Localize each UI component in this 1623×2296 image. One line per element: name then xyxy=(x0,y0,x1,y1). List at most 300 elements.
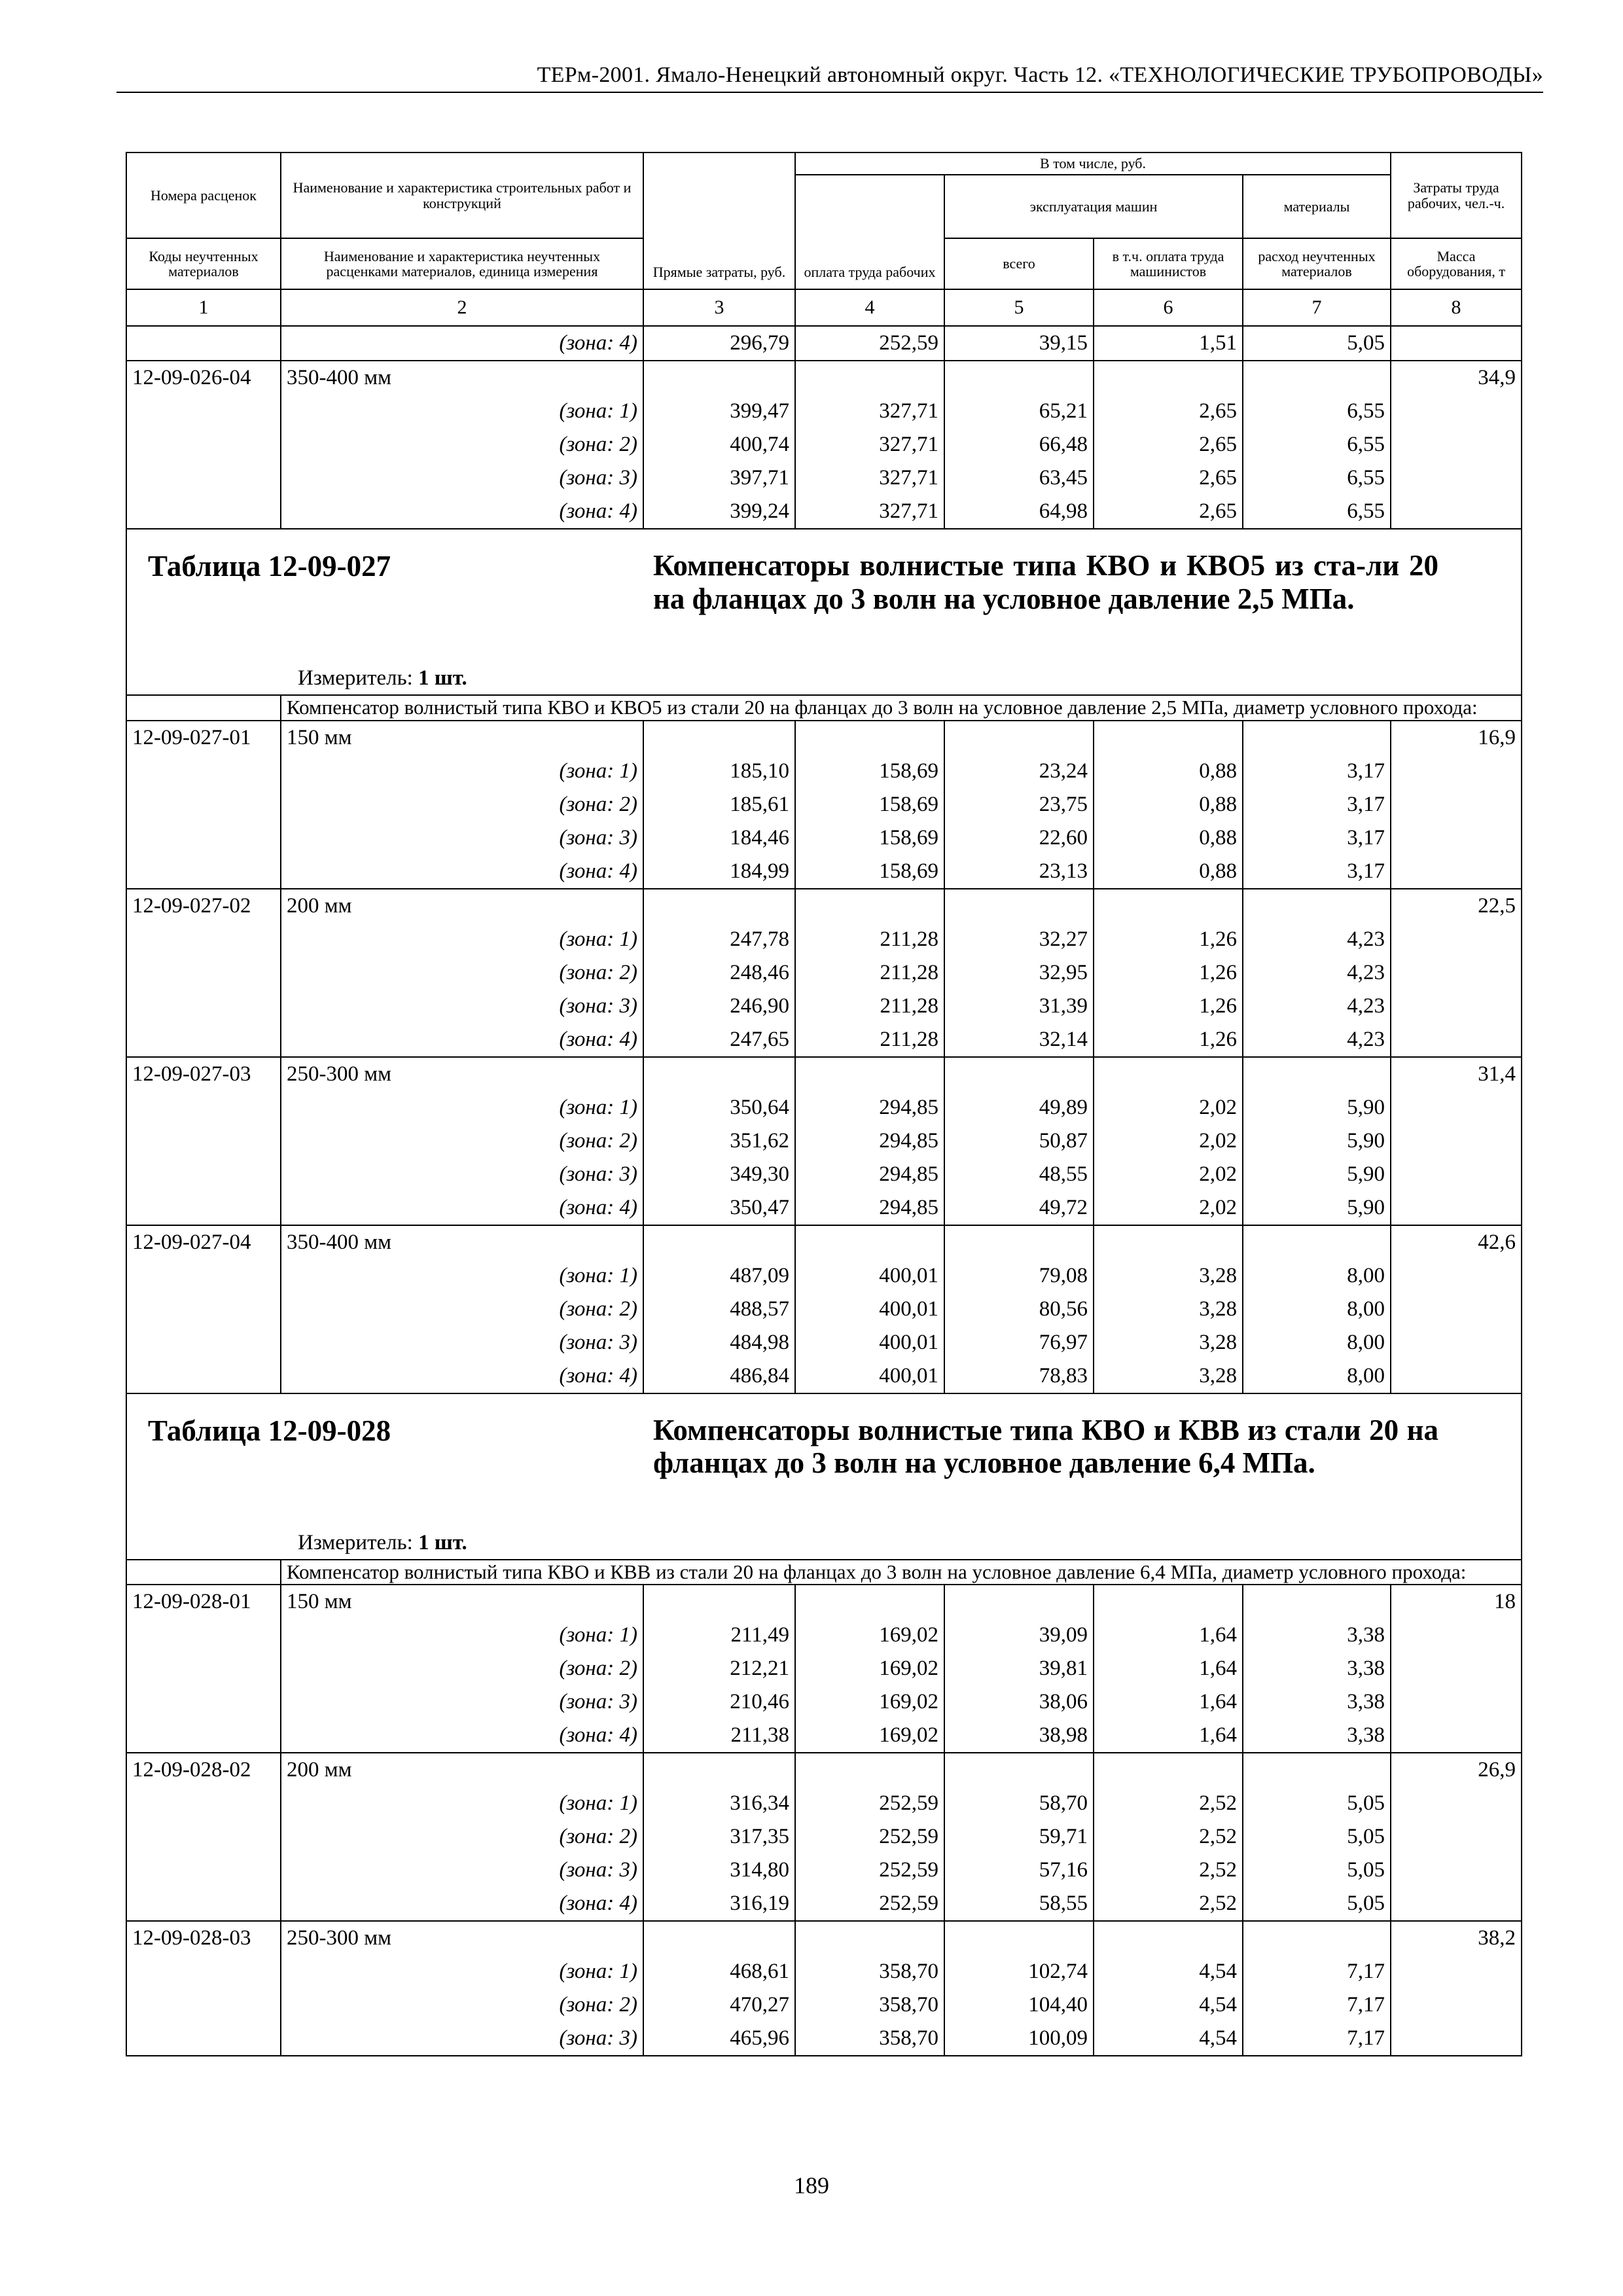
table-title: Компенсаторы волнистые типа КВО и КВВ из стали 20 на фланцах до 3 волн на условное давление 6,4 МПа. xyxy=(653,1413,1438,1480)
empty-cell xyxy=(1391,1191,1522,1225)
operator-pay: 1,64 xyxy=(1094,1619,1243,1652)
direct-costs: 212,21 xyxy=(643,1652,795,1685)
materials: 8,00 xyxy=(1243,1359,1391,1393)
empty-cell xyxy=(1391,495,1522,529)
empty-cell xyxy=(126,956,281,990)
rate-row xyxy=(126,1921,1522,1955)
empty-cell xyxy=(126,1820,281,1854)
materials: 5,90 xyxy=(1243,1158,1391,1191)
empty-cell xyxy=(126,1652,281,1685)
materials: 8,00 xyxy=(1243,1293,1391,1326)
zone-row xyxy=(126,461,1522,495)
empty-cell xyxy=(944,721,1094,755)
table-number: Таблица 12-09-027 xyxy=(148,550,391,583)
empty-cell xyxy=(126,1887,281,1921)
operator-pay: 3,28 xyxy=(1094,1259,1243,1293)
column-number: 1 xyxy=(126,289,281,326)
zone-row xyxy=(126,1293,1522,1326)
empty-cell xyxy=(126,855,281,889)
empty-cell xyxy=(126,821,281,855)
machine-total: 58,70 xyxy=(944,1787,1094,1820)
rate-row xyxy=(126,1753,1522,1787)
machine-total: 63,45 xyxy=(944,461,1094,495)
materials: 6,55 xyxy=(1243,395,1391,428)
group-description: Компенсатор волнистый типа КВО и КВО5 из стали 20 на фланцах до 3 волн на условное давление 2,5 МПа, диаметр условного прохода: xyxy=(281,695,1522,721)
worker-pay: 294,85 xyxy=(795,1124,944,1158)
materials: 4,23 xyxy=(1243,956,1391,990)
worker-pay: 211,28 xyxy=(795,923,944,956)
operator-pay: 2,52 xyxy=(1094,1887,1243,1921)
machine-total: 59,71 xyxy=(944,1820,1094,1854)
machine-total: 38,98 xyxy=(944,1719,1094,1753)
direct-costs: 211,38 xyxy=(643,1719,795,1753)
operator-pay: 2,65 xyxy=(1094,395,1243,428)
operator-pay: 1,64 xyxy=(1094,1719,1243,1753)
worker-pay: 400,01 xyxy=(795,1326,944,1359)
machine-total: 65,21 xyxy=(944,395,1094,428)
empty-cell xyxy=(1391,1293,1522,1326)
empty-cell xyxy=(1391,395,1522,428)
zone-label: (зона: 1) xyxy=(281,1787,643,1820)
rate-row xyxy=(126,1225,1522,1259)
unit-of-measure xyxy=(298,666,467,691)
rate-code: 12-09-028-01 xyxy=(126,1585,281,1619)
materials: 8,00 xyxy=(1243,1259,1391,1293)
empty-cell xyxy=(126,428,281,461)
worker-pay: 294,85 xyxy=(795,1091,944,1124)
table-body xyxy=(126,326,1522,2056)
direct-costs: 246,90 xyxy=(643,990,795,1023)
unit-value: 1 шт. xyxy=(418,666,467,690)
direct-costs: 349,30 xyxy=(643,1158,795,1191)
worker-pay: 158,69 xyxy=(795,755,944,788)
table-header xyxy=(126,152,1522,326)
zone-label: (зона: 3) xyxy=(281,1854,643,1887)
header-equipment-mass: Масса оборудования, т xyxy=(1391,238,1522,289)
labor-costs: 18 xyxy=(1391,1585,1522,1619)
empty-cell xyxy=(126,1719,281,1753)
header-labor-costs: Затраты труда рабочих, чел.-ч. xyxy=(1391,152,1522,238)
zone-row xyxy=(126,1854,1522,1887)
worker-pay: 400,01 xyxy=(795,1293,944,1326)
operator-pay: 1,26 xyxy=(1094,956,1243,990)
direct-costs: 248,46 xyxy=(643,956,795,990)
empty-cell xyxy=(1243,1753,1391,1787)
empty-cell xyxy=(643,889,795,923)
zone-label: (зона: 3) xyxy=(281,461,643,495)
zone-row xyxy=(126,821,1522,855)
header-unaccounted-materials: расход неучтенных материалов xyxy=(1243,238,1391,289)
direct-costs: 314,80 xyxy=(643,1854,795,1887)
table-number: Таблица 12-09-028 xyxy=(148,1414,391,1447)
materials: 5,05 xyxy=(1243,1854,1391,1887)
direct-costs: 484,98 xyxy=(643,1326,795,1359)
header-materials: материалы xyxy=(1243,175,1391,238)
empty-cell xyxy=(126,1124,281,1158)
empty-cell xyxy=(126,326,281,361)
worker-pay: 211,28 xyxy=(795,990,944,1023)
empty-cell xyxy=(1094,361,1243,395)
empty-cell xyxy=(1391,1787,1522,1820)
operator-pay: 1,51 xyxy=(1094,326,1243,361)
machine-total: 79,08 xyxy=(944,1259,1094,1293)
zone-row xyxy=(126,1820,1522,1854)
page-number: 189 xyxy=(794,2172,829,2198)
materials: 5,05 xyxy=(1243,1887,1391,1921)
zone-label: (зона: 4) xyxy=(281,495,643,529)
empty-cell xyxy=(1391,956,1522,990)
empty-cell xyxy=(643,1057,795,1091)
table-title-cell xyxy=(126,1393,1522,1560)
direct-costs: 184,46 xyxy=(643,821,795,855)
empty-cell xyxy=(1391,1158,1522,1191)
column-number: 2 xyxy=(281,289,643,326)
zone-label: (зона: 3) xyxy=(281,2022,643,2056)
rates-table xyxy=(126,152,1522,2056)
direct-costs: 185,61 xyxy=(643,788,795,821)
empty-cell xyxy=(1391,1091,1522,1124)
rate-size: 250-300 мм xyxy=(281,1057,643,1091)
rate-code: 12-09-027-02 xyxy=(126,889,281,923)
empty-cell xyxy=(1391,1988,1522,2022)
zone-label: (зона: 1) xyxy=(281,1091,643,1124)
worker-pay: 169,02 xyxy=(795,1685,944,1719)
materials: 3,17 xyxy=(1243,821,1391,855)
empty-cell xyxy=(126,990,281,1023)
rate-row xyxy=(126,1057,1522,1091)
rate-code: 12-09-027-03 xyxy=(126,1057,281,1091)
worker-pay: 169,02 xyxy=(795,1619,944,1652)
empty-cell xyxy=(126,1091,281,1124)
empty-cell xyxy=(944,1057,1094,1091)
machine-total: 80,56 xyxy=(944,1293,1094,1326)
worker-pay: 294,85 xyxy=(795,1191,944,1225)
running-header: ТЕРм-2001. Ямало-Ненецкий автономный округ. Часть 12. «ТЕХНОЛОГИЧЕСКИЕ ТРУБОПРОВОДЫ» xyxy=(116,63,1543,93)
zone-row xyxy=(126,1619,1522,1652)
materials: 6,55 xyxy=(1243,461,1391,495)
empty-cell xyxy=(643,1585,795,1619)
worker-pay: 327,71 xyxy=(795,395,944,428)
direct-costs: 247,78 xyxy=(643,923,795,956)
worker-pay: 358,70 xyxy=(795,1955,944,1988)
zone-label: (зона: 4) xyxy=(281,1359,643,1393)
worker-pay: 400,01 xyxy=(795,1259,944,1293)
zone-label: (зона: 1) xyxy=(281,1619,643,1652)
empty-cell xyxy=(1094,1057,1243,1091)
machine-total: 102,74 xyxy=(944,1955,1094,1988)
zone-label: (зона: 4) xyxy=(281,1191,643,1225)
empty-cell xyxy=(944,889,1094,923)
table-title-block xyxy=(132,1394,1516,1559)
machine-total: 78,83 xyxy=(944,1359,1094,1393)
materials: 4,23 xyxy=(1243,923,1391,956)
empty-cell xyxy=(1094,889,1243,923)
worker-pay: 294,85 xyxy=(795,1158,944,1191)
machine-total: 32,14 xyxy=(944,1023,1094,1057)
rate-size: 350-400 мм xyxy=(281,361,643,395)
worker-pay: 252,59 xyxy=(795,1787,944,1820)
column-numbers-row xyxy=(126,289,1522,326)
header-operator-pay: в т.ч. оплата труда машинистов xyxy=(1094,238,1243,289)
rate-size: 250-300 мм xyxy=(281,1921,643,1955)
operator-pay: 2,65 xyxy=(1094,428,1243,461)
zone-row xyxy=(126,1259,1522,1293)
empty-cell xyxy=(126,1191,281,1225)
column-number: 4 xyxy=(795,289,944,326)
empty-cell xyxy=(126,461,281,495)
empty-cell xyxy=(1391,1619,1522,1652)
rate-row xyxy=(126,1585,1522,1619)
empty-cell xyxy=(795,361,944,395)
empty-cell xyxy=(643,1225,795,1259)
rate-row xyxy=(126,721,1522,755)
rate-size: 350-400 мм xyxy=(281,1225,643,1259)
zone-row xyxy=(126,495,1522,529)
column-number: 8 xyxy=(1391,289,1522,326)
worker-pay: 400,01 xyxy=(795,1359,944,1393)
empty-cell xyxy=(1391,2022,1522,2056)
zone-label: (зона: 4) xyxy=(281,1719,643,1753)
table-title-block xyxy=(132,529,1516,694)
header-total: всего xyxy=(944,238,1094,289)
empty-cell xyxy=(126,1955,281,1988)
empty-cell xyxy=(1391,855,1522,889)
direct-costs: 184,99 xyxy=(643,855,795,889)
table-title: Компенсаторы волнистые типа КВО и КВО5 из ста-ли 20 на фланцах до 3 волн на условное давление 2,5 МПа. xyxy=(653,549,1438,615)
empty-cell xyxy=(643,1921,795,1955)
empty-cell xyxy=(1391,1259,1522,1293)
empty-cell xyxy=(1391,821,1522,855)
zone-row xyxy=(126,395,1522,428)
zone-row xyxy=(126,855,1522,889)
zone-row xyxy=(126,1326,1522,1359)
empty-cell xyxy=(1391,1887,1522,1921)
materials: 3,38 xyxy=(1243,1619,1391,1652)
empty-cell xyxy=(1391,1326,1522,1359)
machine-total: 23,13 xyxy=(944,855,1094,889)
machine-total: 32,27 xyxy=(944,923,1094,956)
materials: 4,23 xyxy=(1243,1023,1391,1057)
worker-pay: 252,59 xyxy=(795,1854,944,1887)
empty-cell xyxy=(643,721,795,755)
zone-label: (зона: 3) xyxy=(281,1685,643,1719)
zone-label: (зона: 1) xyxy=(281,923,643,956)
group-description-row xyxy=(126,695,1522,721)
zone-row xyxy=(126,1023,1522,1057)
direct-costs: 316,34 xyxy=(643,1787,795,1820)
direct-costs: 296,79 xyxy=(643,326,795,361)
zone-row xyxy=(126,2022,1522,2056)
labor-costs: 26,9 xyxy=(1391,1753,1522,1787)
zone-label: (зона: 4) xyxy=(281,1887,643,1921)
empty-cell xyxy=(1391,428,1522,461)
labor-costs: 16,9 xyxy=(1391,721,1522,755)
empty-cell xyxy=(944,361,1094,395)
direct-costs: 211,49 xyxy=(643,1619,795,1652)
materials: 5,05 xyxy=(1243,326,1391,361)
machine-total: 58,55 xyxy=(944,1887,1094,1921)
operator-pay: 1,64 xyxy=(1094,1652,1243,1685)
empty-cell xyxy=(1243,1585,1391,1619)
empty-cell xyxy=(1391,1023,1522,1057)
empty-cell xyxy=(1243,1921,1391,1955)
machine-total: 39,81 xyxy=(944,1652,1094,1685)
rate-size: 200 мм xyxy=(281,889,643,923)
materials: 6,55 xyxy=(1243,428,1391,461)
rate-size: 150 мм xyxy=(281,1585,643,1619)
direct-costs: 397,71 xyxy=(643,461,795,495)
direct-costs: 351,62 xyxy=(643,1124,795,1158)
materials: 5,05 xyxy=(1243,1820,1391,1854)
empty-cell xyxy=(126,1359,281,1393)
empty-cell xyxy=(1243,1225,1391,1259)
column-number: 7 xyxy=(1243,289,1391,326)
empty-cell xyxy=(643,361,795,395)
unit-of-measure xyxy=(298,1531,467,1555)
empty-cell xyxy=(126,788,281,821)
labor-costs: 38,2 xyxy=(1391,1921,1522,1955)
direct-costs: 470,27 xyxy=(643,1988,795,2022)
unit-label: Измеритель: xyxy=(298,1530,413,1554)
zone-row xyxy=(126,1719,1522,1753)
worker-pay: 358,70 xyxy=(795,1988,944,2022)
operator-pay: 3,28 xyxy=(1094,1359,1243,1393)
machine-total: 49,72 xyxy=(944,1191,1094,1225)
zone-row xyxy=(126,990,1522,1023)
empty-cell xyxy=(1391,461,1522,495)
empty-cell xyxy=(1391,1685,1522,1719)
zone-label: (зона: 3) xyxy=(281,1158,643,1191)
empty-cell xyxy=(944,1921,1094,1955)
machine-total: 50,87 xyxy=(944,1124,1094,1158)
direct-costs: 350,47 xyxy=(643,1191,795,1225)
empty-cell xyxy=(1391,923,1522,956)
operator-pay: 1,26 xyxy=(1094,1023,1243,1057)
worker-pay: 252,59 xyxy=(795,1887,944,1921)
zone-label: (зона: 2) xyxy=(281,1820,643,1854)
empty-cell xyxy=(795,721,944,755)
zone-row xyxy=(126,1359,1522,1393)
zone-label: (зона: 4) xyxy=(281,326,643,361)
empty-cell xyxy=(1094,721,1243,755)
materials: 5,90 xyxy=(1243,1191,1391,1225)
worker-pay: 327,71 xyxy=(795,428,944,461)
operator-pay: 3,28 xyxy=(1094,1293,1243,1326)
zone-row xyxy=(126,1887,1522,1921)
machine-total: 64,98 xyxy=(944,495,1094,529)
zone-row xyxy=(126,1191,1522,1225)
worker-pay: 211,28 xyxy=(795,1023,944,1057)
empty-cell xyxy=(126,1787,281,1820)
worker-pay: 169,02 xyxy=(795,1652,944,1685)
empty-cell xyxy=(126,2022,281,2056)
direct-costs: 350,64 xyxy=(643,1091,795,1124)
table-title-row xyxy=(126,1393,1522,1560)
zone-label: (зона: 4) xyxy=(281,855,643,889)
materials: 3,38 xyxy=(1243,1652,1391,1685)
empty-cell xyxy=(795,1753,944,1787)
zone-label: (зона: 1) xyxy=(281,1259,643,1293)
zone-label: (зона: 3) xyxy=(281,1326,643,1359)
header-including: В том числе, руб. xyxy=(795,152,1391,175)
direct-costs: 465,96 xyxy=(643,2022,795,2056)
empty-cell xyxy=(126,1326,281,1359)
empty-cell xyxy=(1243,721,1391,755)
empty-cell xyxy=(1391,1359,1522,1393)
machine-total: 23,75 xyxy=(944,788,1094,821)
empty-cell xyxy=(1094,1921,1243,1955)
zone-label: (зона: 2) xyxy=(281,1652,643,1685)
header-material-name: Наименование и характеристика неучтенных расценками материалов, единица измерения xyxy=(281,238,643,289)
operator-pay: 0,88 xyxy=(1094,755,1243,788)
direct-costs: 317,35 xyxy=(643,1820,795,1854)
empty-cell xyxy=(126,395,281,428)
zone-row xyxy=(126,1158,1522,1191)
empty-cell xyxy=(944,1753,1094,1787)
empty-cell xyxy=(944,1225,1094,1259)
empty-cell xyxy=(1391,755,1522,788)
empty-cell xyxy=(126,1988,281,2022)
empty-cell xyxy=(795,1921,944,1955)
zone-label: (зона: 4) xyxy=(281,1023,643,1057)
empty-cell xyxy=(126,495,281,529)
unit-label: Измеритель: xyxy=(298,666,413,690)
direct-costs: 210,46 xyxy=(643,1685,795,1719)
zone-row xyxy=(126,1955,1522,1988)
worker-pay: 358,70 xyxy=(795,2022,944,2056)
machine-total: 66,48 xyxy=(944,428,1094,461)
materials: 3,17 xyxy=(1243,855,1391,889)
materials: 7,17 xyxy=(1243,2022,1391,2056)
materials: 5,90 xyxy=(1243,1091,1391,1124)
operator-pay: 2,02 xyxy=(1094,1191,1243,1225)
materials: 6,55 xyxy=(1243,495,1391,529)
labor-costs: 31,4 xyxy=(1391,1057,1522,1091)
empty-cell xyxy=(1391,1652,1522,1685)
worker-pay: 327,71 xyxy=(795,461,944,495)
rate-size: 150 мм xyxy=(281,721,643,755)
empty-cell xyxy=(795,1585,944,1619)
operator-pay: 3,28 xyxy=(1094,1326,1243,1359)
operator-pay: 2,52 xyxy=(1094,1787,1243,1820)
table-title-row xyxy=(126,529,1522,695)
machine-total: 48,55 xyxy=(944,1158,1094,1191)
empty-cell xyxy=(126,1023,281,1057)
empty-cell xyxy=(1243,361,1391,395)
materials: 3,17 xyxy=(1243,755,1391,788)
table-title-cell xyxy=(126,529,1522,695)
machine-total: 38,06 xyxy=(944,1685,1094,1719)
empty-cell xyxy=(126,755,281,788)
zone-row xyxy=(126,326,1522,361)
zone-row xyxy=(126,1124,1522,1158)
empty-cell xyxy=(1243,1057,1391,1091)
direct-costs: 247,65 xyxy=(643,1023,795,1057)
rate-code: 12-09-027-01 xyxy=(126,721,281,755)
worker-pay: 211,28 xyxy=(795,956,944,990)
rate-code: 12-09-026-04 xyxy=(126,361,281,395)
rate-code: 12-09-028-03 xyxy=(126,1921,281,1955)
worker-pay: 158,69 xyxy=(795,821,944,855)
unit-value: 1 шт. xyxy=(418,1530,467,1554)
empty-cell xyxy=(1094,1753,1243,1787)
direct-costs: 316,19 xyxy=(643,1887,795,1921)
worker-pay: 169,02 xyxy=(795,1719,944,1753)
empty-cell xyxy=(795,1057,944,1091)
machine-total: 100,09 xyxy=(944,2022,1094,2056)
operator-pay: 4,54 xyxy=(1094,1955,1243,1988)
direct-costs: 488,57 xyxy=(643,1293,795,1326)
